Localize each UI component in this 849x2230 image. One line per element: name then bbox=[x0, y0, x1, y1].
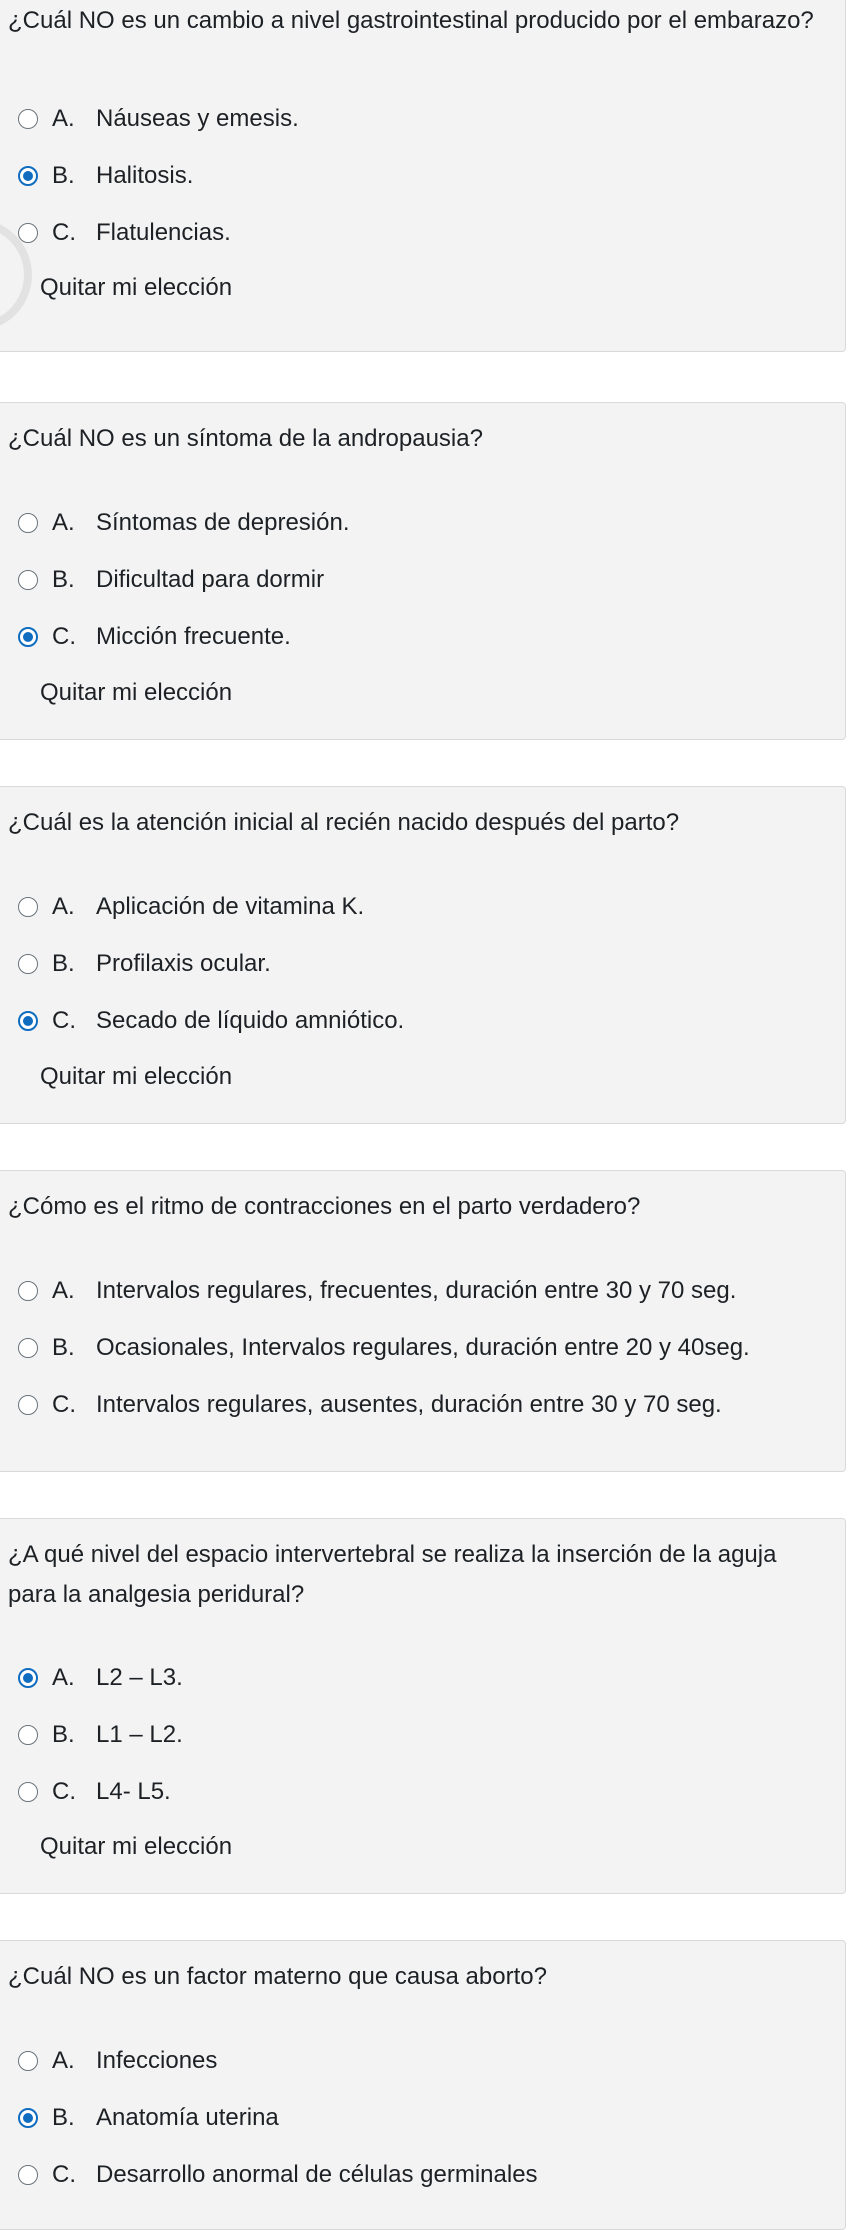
option-text: Micción frecuente. bbox=[96, 623, 291, 650]
option-letter: B. bbox=[52, 162, 75, 189]
question-card bbox=[0, 1940, 846, 2230]
option-a[interactable] bbox=[18, 1271, 736, 1311]
option-text: Desarrollo anormal de células germinales bbox=[96, 2161, 538, 2188]
option-text: Anatomía uterina bbox=[96, 2104, 279, 2131]
option-text: Infecciones bbox=[96, 2047, 218, 2074]
question-card bbox=[0, 1518, 846, 1894]
radio-unchecked-icon[interactable] bbox=[18, 897, 38, 917]
option-text: L2 – L3. bbox=[96, 1664, 183, 1691]
option-text: Intervalos regulares, frecuentes, duración entre 30 y 70 seg. bbox=[96, 1277, 737, 1304]
option-letter: C. bbox=[52, 2161, 76, 2188]
clear-choice-link[interactable]: Quitar mi elección bbox=[40, 1063, 233, 1090]
option-a[interactable] bbox=[18, 887, 364, 927]
option-text: L4- L5. bbox=[96, 1778, 171, 1805]
option-c[interactable] bbox=[18, 617, 291, 657]
option-text: Flatulencias. bbox=[96, 219, 231, 246]
option-letter: A. bbox=[52, 2047, 75, 2074]
radio-unchecked-icon[interactable] bbox=[18, 570, 38, 590]
question-text: ¿Cuál NO es un cambio a nivel gastrointestinal producido por el embarazo? bbox=[8, 7, 814, 34]
radio-checked-icon[interactable] bbox=[18, 1011, 38, 1031]
question-text: ¿Cuál es la atención inicial al recién nacido después del parto? bbox=[8, 809, 680, 836]
radio-unchecked-icon[interactable] bbox=[18, 2051, 38, 2071]
option-b[interactable] bbox=[18, 2098, 279, 2138]
option-letter: C. bbox=[52, 1007, 76, 1034]
option-letter: A. bbox=[52, 105, 75, 132]
radio-checked-icon[interactable] bbox=[18, 2108, 38, 2128]
option-text: Síntomas de depresión. bbox=[96, 509, 350, 536]
option-letter: A. bbox=[52, 509, 75, 536]
radio-unchecked-icon[interactable] bbox=[18, 1725, 38, 1745]
option-b[interactable] bbox=[18, 1328, 750, 1368]
option-text: Aplicación de vitamina K. bbox=[96, 893, 365, 920]
option-c[interactable] bbox=[18, 1001, 404, 1041]
option-text: Dificultad para dormir bbox=[96, 566, 325, 593]
option-text: Ocasionales, Intervalos regulares, duración entre 20 y 40seg. bbox=[96, 1334, 750, 1361]
question-text: ¿Cuál NO es un síntoma de la andropausia? bbox=[8, 425, 483, 452]
radio-unchecked-icon[interactable] bbox=[18, 223, 38, 243]
option-text: Profilaxis ocular. bbox=[96, 950, 271, 977]
option-letter: B. bbox=[52, 950, 75, 977]
option-text: Secado de líquido amniótico. bbox=[96, 1007, 405, 1034]
radio-unchecked-icon[interactable] bbox=[18, 954, 38, 974]
radio-checked-icon[interactable] bbox=[18, 627, 38, 647]
question-card bbox=[0, 786, 846, 1124]
radio-checked-icon[interactable] bbox=[18, 166, 38, 186]
option-b[interactable] bbox=[18, 560, 324, 600]
option-letter: C. bbox=[52, 1778, 76, 1805]
option-a[interactable] bbox=[18, 1658, 183, 1698]
radio-unchecked-icon[interactable] bbox=[18, 109, 38, 129]
option-letter: B. bbox=[52, 1721, 75, 1748]
radio-unchecked-icon[interactable] bbox=[18, 2165, 38, 2185]
question-text: ¿Cómo es el ritmo de contracciones en el parto verdadero? bbox=[8, 1193, 641, 1220]
radio-unchecked-icon[interactable] bbox=[18, 1281, 38, 1301]
question-card bbox=[0, 1170, 846, 1472]
option-letter: C. bbox=[52, 623, 76, 650]
option-b[interactable] bbox=[18, 1715, 183, 1755]
option-letter: A. bbox=[52, 1664, 75, 1691]
radio-checked-icon[interactable] bbox=[18, 1668, 38, 1688]
option-a[interactable] bbox=[18, 503, 350, 543]
option-letter: A. bbox=[52, 893, 75, 920]
option-letter: B. bbox=[52, 2104, 75, 2131]
clear-choice-link[interactable]: Quitar mi elección bbox=[40, 679, 233, 706]
clear-choice-link[interactable]: Quitar mi elección bbox=[40, 274, 233, 301]
radio-unchecked-icon[interactable] bbox=[18, 513, 38, 533]
option-letter: B. bbox=[52, 566, 75, 593]
option-letter: A. bbox=[52, 1277, 75, 1304]
option-text: L1 – L2. bbox=[96, 1721, 183, 1748]
option-text: Halitosis. bbox=[96, 162, 194, 189]
question-card bbox=[0, 402, 846, 740]
option-b[interactable] bbox=[18, 944, 271, 984]
option-letter: B. bbox=[52, 1334, 75, 1361]
radio-unchecked-icon[interactable] bbox=[18, 1782, 38, 1802]
option-a[interactable] bbox=[18, 99, 299, 139]
question-text: ¿Cuál NO es un factor materno que causa aborto? bbox=[8, 1963, 547, 1990]
option-text: Intervalos regulares, ausentes, duración entre 30 y 70 seg. bbox=[96, 1391, 722, 1418]
option-c[interactable] bbox=[18, 2155, 538, 2195]
option-c[interactable] bbox=[18, 1385, 722, 1425]
question-text: ¿A qué nivel del espacio intervertebral se realiza la inserción de la aguja para la analgesia peridural? bbox=[8, 1541, 777, 1608]
option-c[interactable] bbox=[18, 213, 231, 253]
question-card bbox=[0, 0, 846, 352]
option-a[interactable] bbox=[18, 2041, 217, 2081]
option-b[interactable] bbox=[18, 156, 193, 196]
option-letter: C. bbox=[52, 219, 76, 246]
radio-unchecked-icon[interactable] bbox=[18, 1338, 38, 1358]
option-c[interactable] bbox=[18, 1772, 171, 1812]
option-text: Náuseas y emesis. bbox=[96, 105, 299, 132]
radio-unchecked-icon[interactable] bbox=[18, 1395, 38, 1415]
clear-choice-link[interactable]: Quitar mi elección bbox=[40, 1833, 233, 1860]
option-letter: C. bbox=[52, 1391, 76, 1418]
